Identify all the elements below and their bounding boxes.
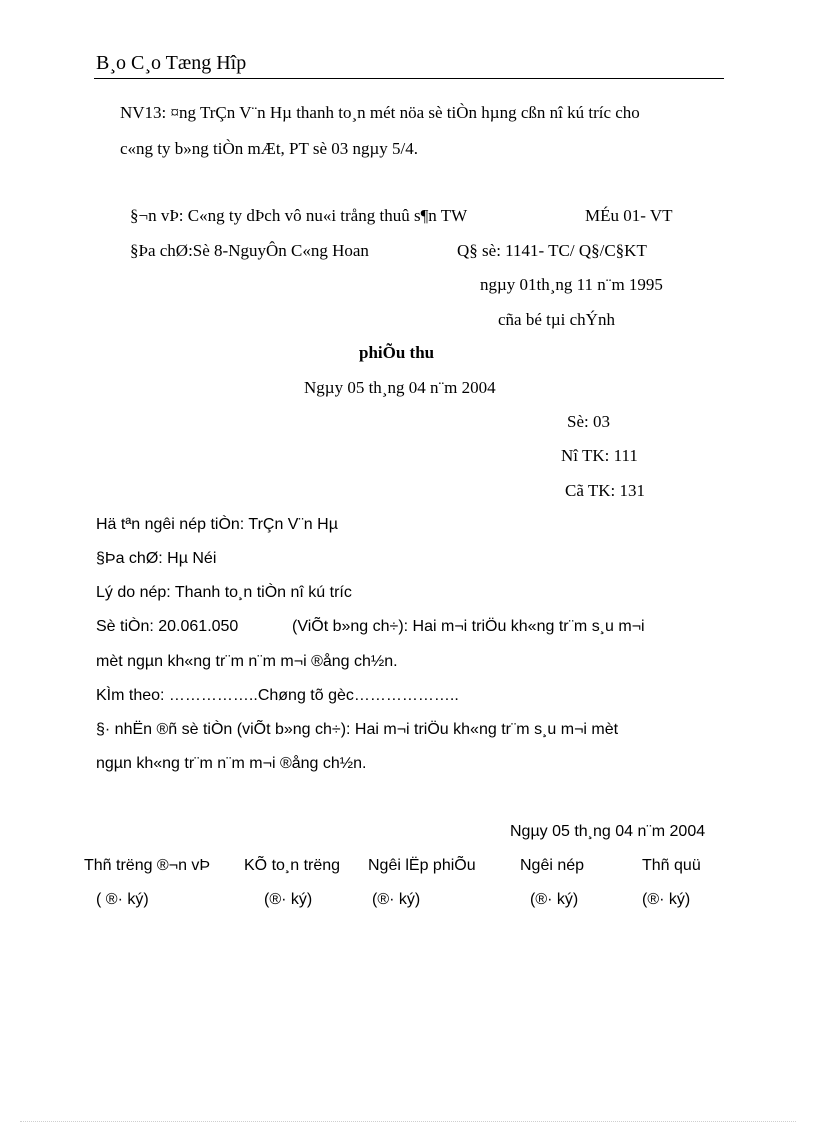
signature-title-director: Thñ trëng ®¬n vÞ — [84, 857, 211, 874]
payer-name: Hä tªn ngêi nép tiÒn: TrÇn V¨n Hµ — [96, 516, 338, 533]
amount-words: (ViÕt b»ng ch÷): Hai m¬i triÖu kh«ng tr¨m s¸u m¬i — [292, 618, 645, 635]
decision-number: Q§ sè: 1141- TC/ Q§/C§KT — [457, 241, 647, 260]
amount-number: Sè tiÒn: 20.061.050 — [96, 618, 239, 635]
receipt-title: phiÕu thu — [359, 343, 435, 362]
signature-title-payer: Ngêi nép — [520, 857, 585, 874]
payment-reason: Lý do nép: Thanh to¸n tiÒn nî kú tríc — [96, 584, 352, 601]
page-bottom-edge — [20, 1121, 796, 1122]
attachments: KÌm theo: ……………..Chøng tõ gèc……………….. — [96, 687, 459, 704]
unit-name: §¬n vÞ: C«ng ty dÞch vô nu«i trång thuû s¶n TW — [130, 206, 468, 225]
form-code: MÉu 01- VT — [585, 206, 673, 225]
amount-words-continued: mèt ngµn kh«ng tr¨m n¨m m¬i ®ång ch½n. — [96, 653, 398, 670]
intro-line-1: NV13: ¤ng TrÇn V¨n Hµ thanh to¸n mét nöa sè tiÒn hµng cßn nî kú tríc cho — [120, 103, 640, 122]
signature-note-payer: (®· ký) — [530, 891, 579, 908]
signature-note-director: ( ®· ký) — [96, 891, 149, 908]
intro-line-2: c«ng ty b»ng tiÒn mÆt, PT sè 03 ngµy 5/4. — [120, 139, 419, 158]
signature-title-cashier: Thñ quü — [642, 857, 701, 874]
signature-title-chief-accountant: KÕ to¸n trëng — [244, 857, 341, 874]
signature-note-cashier: (®· ký) — [642, 891, 691, 908]
payer-address: §Þa chØ: Hµ Néi — [96, 550, 217, 567]
signature-note-chief-accountant: (®· ký) — [264, 891, 313, 908]
received-amount-line-1: §· nhËn ®ñ sè tiÒn (viÕt b»ng ch÷): Hai m¬i triÖu kh«ng tr¨m s¸u m¬i mèt — [96, 721, 619, 738]
received-amount-line-2: ngµn kh«ng tr¨m n¨m m¬i ®ång ch½n. — [96, 755, 367, 772]
debit-account: Nî TK: 111 — [561, 446, 638, 465]
unit-address: §Þa chØ:Sè 8-NguyÔn C«ng Hoan — [130, 241, 369, 260]
receipt-number: Sè: 03 — [567, 412, 610, 431]
page-header-title: B¸o C¸o Tæng Hîp — [96, 52, 247, 74]
signature-date: Ngµy 05 th¸ng 04 n¨m 2004 — [510, 823, 706, 840]
receipt-date: Ngµy 05 th¸ng 04 n¨m 2004 — [304, 378, 496, 397]
signature-note-preparer: (®· ký) — [372, 891, 421, 908]
credit-account: Cã TK: 131 — [565, 481, 645, 500]
decision-date: ngµy 01th¸ng 11 n¨m 1995 — [480, 275, 663, 294]
signature-title-preparer: Ngêi lËp phiÕu — [368, 857, 476, 874]
issuing-ministry: cña bé tµi chÝnh — [498, 310, 615, 329]
header-divider — [94, 78, 724, 79]
